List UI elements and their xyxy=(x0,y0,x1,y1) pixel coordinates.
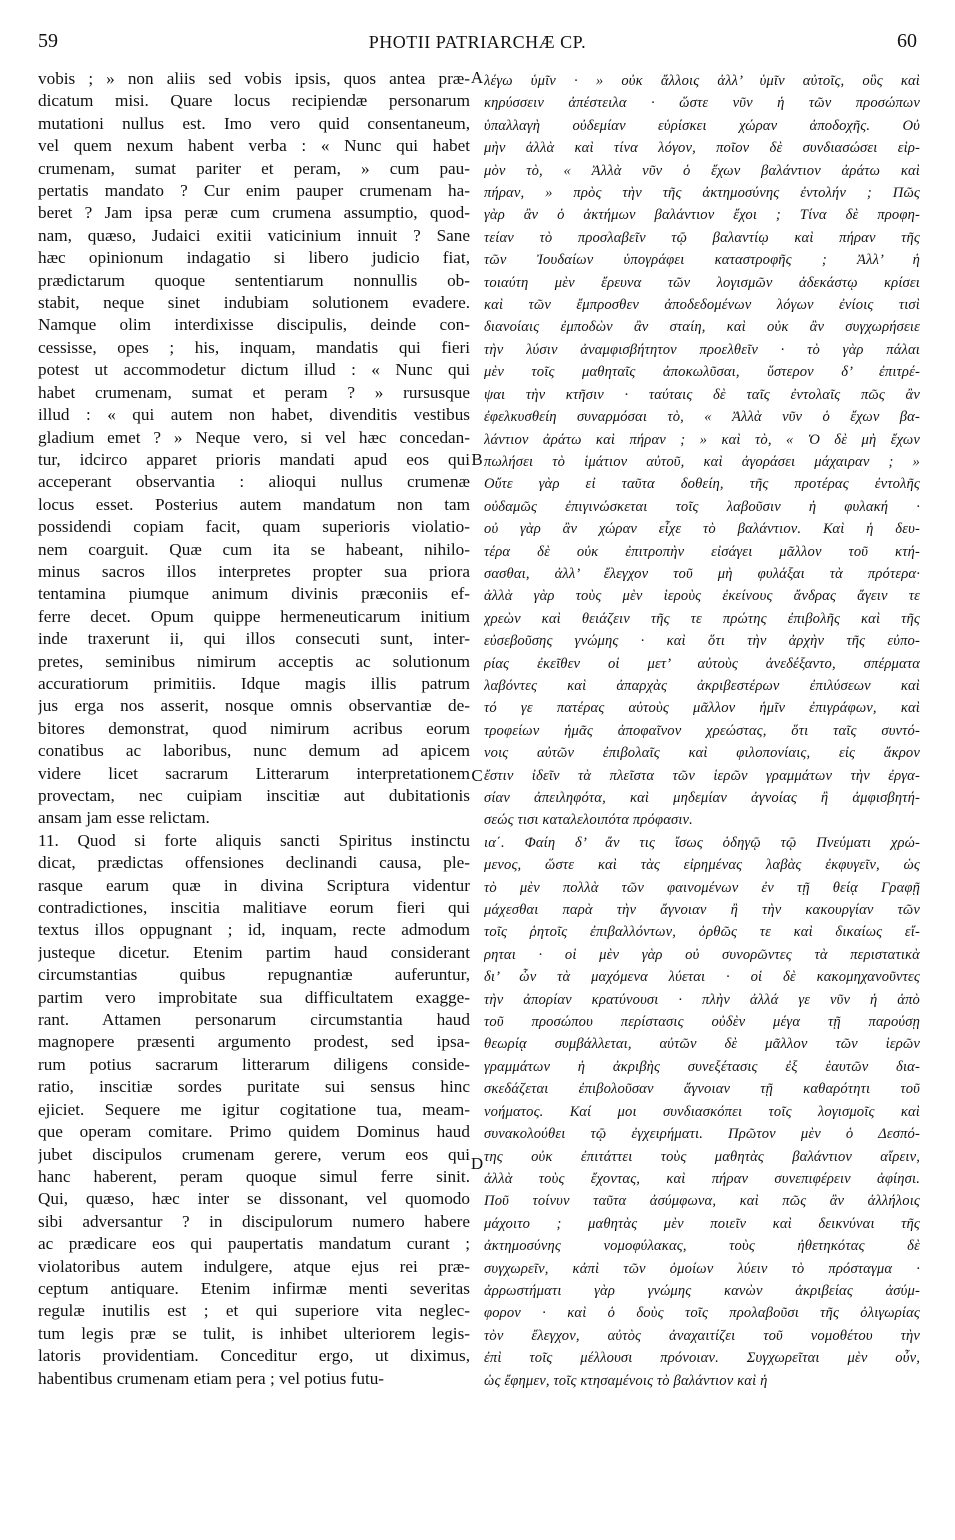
greek-text-line: σασθαι, ἀλλ’ ἔλεγχον τοῦ μὴ φυλάξαι τὰ πρότερα· xyxy=(484,565,920,582)
greek-text-line: τὸν ἔλεγχον, αὐτὸς ἀναχαιτίζει τοῦ νομοθέτου τὴν xyxy=(484,1327,920,1344)
greek-text-line: τοῖς ῥητοῖς ἐπιβαλλόντων, ὀρθῶς τε καὶ δικαίως εἴ- xyxy=(484,924,920,941)
latin-text-line: jubet discipulos crumenam gerere, verum eos qui xyxy=(38,1144,470,1164)
latin-text-line: textus illos oppugnant ; id, inquam, recte admodum xyxy=(38,920,470,940)
greek-text-line: τό γε πατέρας αὐτοὺς μᾶλλον ἡμῖν ἐπιγράφων, καὶ xyxy=(484,700,920,717)
latin-text-line: pertatis mandato ? Cur enim pauper crumenam ha- xyxy=(38,181,470,201)
greek-text-line: οὐ γὰρ ἂν χώραν εἶχε τὸ βαλάντιον. Καὶ ἡ δευ- xyxy=(484,521,920,538)
greek-text-line: τῶν Ἰουδαίων ὑπογράφει καταστροφῆς ; Ἀλλ’ ἡ xyxy=(484,252,920,269)
latin-text-line: Namque olim interdixisse discipulis, deinde con- xyxy=(38,315,470,335)
greek-text-line: σεώς τισι καταλελοιπότα πρόφασιν. xyxy=(484,812,693,829)
greek-text-line: ἔστιν ἰδεῖν τὰ πλεῖστα τῶν ἱερῶν γραμμάτων τὴν ἐργα- xyxy=(484,767,920,784)
latin-text-line: circumstantias quibus repugnantiæ auferuntur, xyxy=(38,965,470,985)
greek-text-line: ια΄. Φαίη δ’ ἄν τις ἴσως ὁδηγῷ τῷ Πνεύματι χρώ- xyxy=(484,834,920,851)
latin-text-line: tur, idcirco apparet prioris mandati apud eos qui xyxy=(38,449,470,469)
greek-text-line: Ποῦ τοίνυν ταῦτα ἀσύμφωνα, καὶ πῶς ἂν ἀλλήλοις xyxy=(484,1193,920,1210)
greek-column xyxy=(484,70,920,1392)
greek-text-line: ἐφελκυσθείη συναρμόσαι τὸ, « Ἀλλὰ νῦν ὁ ἔχων βα- xyxy=(484,409,920,426)
greek-text-line: ἀκτημοσύνης νομοφύλακας, τοὺς ἠθετηκότας δὲ xyxy=(484,1238,920,1255)
greek-text-line: τέρα δὲ οὐκ ἐπιτροπὴν εἰσάγει μᾶλλον τοῦ κτή- xyxy=(484,543,920,560)
latin-text-line: mutationi nullus est. Imo vero quid consentaneum, xyxy=(38,113,470,133)
greek-text-line: φορον · καὶ ὁ δοὺς τοῖς προλαβοῦσι τῆς ὀλιγωρίας xyxy=(484,1305,920,1322)
greek-text-line: πωλήσει τὸ ἱμάτιον αὐτοῦ, καὶ ἀγοράσει μάχαιραν ; » xyxy=(484,453,920,470)
latin-text-line: hanc haberent, peram quoque simul ferre sinit. xyxy=(38,1166,470,1186)
latin-text-line: ratio, inscitiæ sordes puritate sui sensus hinc xyxy=(38,1077,470,1097)
running-title: PHOTII PATRIARCHÆ CP. xyxy=(368,32,587,52)
greek-text-line: νοήματος. Καί μοι συνδιασκόπει τοῖς λογισμοῖς καὶ xyxy=(484,1103,920,1120)
latin-text-line: illud : « qui autem non habet, divenditis vestibus xyxy=(38,405,470,425)
greek-text-line: οὐδαμῶς ἐπιγινώσκεται τοῖς λαβοῦσιν ἡ φυλακή · xyxy=(484,498,920,515)
latin-text-line: inde traxerunt ii, qui illos consecuti sunt, inter- xyxy=(38,629,470,649)
greek-text-line: ἐπὶ τοῖς μέλλουσι πρόνοιαν. Συγχωρεῖται μὲν οὖν, xyxy=(484,1350,920,1367)
greek-text-line: συγχωρεῖν, κἀπὶ τῶν ὁμοίων λύειν τὸ πρόσταγμα · xyxy=(484,1260,920,1277)
latin-text-line: Qui, quæso, hæc inter se dissonant, vel quomodo xyxy=(38,1189,470,1209)
latin-text-line: magnopere præsenti argumento prodest, sed ipsa- xyxy=(38,1032,470,1052)
greek-text-line: τὴν ἀπορίαν κρατύνουσι · πλὴν ἀλλά γε νῦν ἡ ἀπὸ xyxy=(484,991,920,1008)
greek-text-line: καὶ τῶν ἔμπροσθεν ἀποδεδομένων λόγων ἐνίοις τισὶ xyxy=(484,297,920,314)
latin-text-line: prædictarum quoque sententiarum nonnullis ob- xyxy=(38,270,470,290)
latin-text-line: minus sacros illos interpretes propter sua priora xyxy=(38,561,470,581)
latin-text-line: beret ? Jam ipsa peræ cum crumena assumptio, quod- xyxy=(38,203,470,223)
latin-text-line: tentamina piumque animum divinis præconiis ef- xyxy=(38,584,470,604)
latin-text-line: cessisse, opes ; his, inquam, mandatis qui fieri xyxy=(38,337,470,357)
latin-text-line: stabit, neque sinet indubiam solutionem evadere. xyxy=(38,293,470,313)
latin-text-line: potest ut accommodetur dictum illud : « Nunc qui xyxy=(38,360,470,380)
latin-text-line: accuratiorum primitiis. Idque magis illis patrum xyxy=(38,673,470,693)
latin-text-line: 11. Quod si forte aliquis sancti Spiritus instinctu xyxy=(38,830,470,850)
latin-text-line: dicat, prædictas offensiones declinandi causa, ple- xyxy=(38,853,470,873)
section-marker-c: C xyxy=(471,766,483,785)
greek-text-line: μὲν τοῖς μαθηταῖς ἀποκωλῦσαι, ὕστερον δ’ ἐπιτρέ- xyxy=(484,364,920,381)
greek-text-line: μὴν ἀλλὰ καὶ τίνα λόγον, ποῖον δὲ συνδιασώσει εἱρ- xyxy=(484,140,920,157)
greek-text-line: ἀρρωστήματι γὰρ γνώμης κανὼν ἀκριβείας ἀσύμ- xyxy=(484,1282,920,1299)
latin-text-line: ejiciet. Sequere me igitur cogitatione tua, meam- xyxy=(38,1099,470,1119)
greek-text-line: ἀλλὰ γὰρ τοὺς μὲν ἱεροὺς ἐκείνους ἄνδρας ἄγειν τε xyxy=(484,588,920,605)
latin-text-line: jus erga nos asserit, nosque omnis observantiæ de- xyxy=(38,696,470,716)
greek-text-line: γραμμάτων ἡ ἀκριβὴς συνεξέτασις ἐξ ἑαυτῶν δια- xyxy=(484,1058,920,1075)
latin-text-line: sibi adversantur ? in discipulorum numero habere xyxy=(38,1211,470,1231)
greek-text-line: μὸν τὸ, « Ἀλλὰ νῦν ὁ ἔχων βαλάντιον ἀράτω καὶ xyxy=(484,162,920,179)
greek-text-line: τὸ μὲν πολλὰ τῶν φαινομένων ἐν τῇ θείᾳ Γραφῇ xyxy=(484,879,920,896)
greek-text-line: ρηται · οἱ μὲν γὰρ οὐ συνορῶντες τὰ περιστατικὰ xyxy=(484,946,920,963)
greek-text-line: ψαι τὴν κτῆσιν · ταύταις δὲ ταῖς ἐντολαῖς πῶς ἂν xyxy=(484,386,920,403)
greek-text-line: Οὔτε γὰρ εἰ ταῦτα δοθείη, τῆς προτέρας ἐντολῆς xyxy=(484,476,920,493)
latin-text-line: ac prædicare eos qui paupertatis mandatum curant ; xyxy=(38,1234,470,1254)
greek-text-line: εὐσεβοῦσης γνώμης · καὶ ὅτι τὴν ἀρχὴν τῆς εὐπο- xyxy=(484,633,920,650)
greek-text-line: σκεδάζεται ἐπιβολοῦσαν ἄγνοιαν τῇ καθαρότητι τοῦ xyxy=(484,1081,920,1098)
greek-text-line: συνακολούθει τῷ ἐγχειρήματι. Πρῶτον μὲν ὁ Δεσπό- xyxy=(484,1126,920,1143)
latin-text-line: regulæ inutilis est ; et qui superiore vita neglec- xyxy=(38,1301,470,1321)
latin-text-line: habentibus crumenam etiam pera ; vel potius futu- xyxy=(38,1368,385,1388)
latin-text-line: justeque dicetur. Etenim partim haud considerant xyxy=(38,942,470,962)
greek-text-line: ἀλλὰ τοὺς ἔχοντας, καὶ πήραν συνεπιφέρειν ἀφίησι. xyxy=(484,1170,920,1187)
greek-text-line: της οὐκ ἐπιτάττει τοὺς μαθητὰς βαλάντιον αἴρειν, xyxy=(484,1148,920,1165)
latin-text-line: ansam jam esse relictam. xyxy=(38,808,210,828)
latin-text-line: locus esset. Posterius autem mandatum non tam xyxy=(38,494,470,514)
latin-text-line: gladium emet ? » Neque vero, si vel hæc concedan- xyxy=(38,427,470,447)
section-marker-a: A xyxy=(470,68,484,87)
latin-text-line: provectam, nec cuipiam inscitiæ aut dubitationis xyxy=(38,786,470,805)
greek-text-line: μάχεσθαι παρὰ τὴν ἄγνοιαν ἢ τὴν κακουργίαν τῶν xyxy=(484,902,920,919)
greek-text-line: θεωρίᾳ συμβάλλεται, αὐτῶν δὲ μᾶλλον τῶν ἱερῶν xyxy=(484,1036,920,1053)
greek-text-line: τείαν τὸ προσλαβεῖν τῷ βαλαντίῳ καὶ πήραν τῆς xyxy=(484,229,920,246)
greek-text-line: νοις αὐτῶν ἐπιβολαῖς καὶ φιλοπονίαις, εἰς ἄκρον xyxy=(484,745,920,762)
greek-text-line: τροφείων ἡμᾶς ἀποφαῖνον χρεώστας, ὅτι ταῖς συντό- xyxy=(484,722,920,739)
latin-text-line: hæc opinionum indagatio si libero judicio fiat, xyxy=(38,248,470,268)
latin-text-line: dicatum misi. Quare locus recipiendæ personarum xyxy=(38,91,470,111)
greek-text-line: ὡς ἔφημεν, τοῖς κτησαμένοις τὸ βαλάντιον καὶ ἡ xyxy=(484,1372,768,1389)
greek-text-line: διανοίαις ἐμποδὼν ἂν σταίη, καὶ οὐκ ἂν συγχωρήσειε xyxy=(484,319,920,336)
page-header xyxy=(38,30,917,60)
latin-text-line: rasque earum quæ in divina Scriptura videntur xyxy=(38,875,470,895)
greek-text-line: τοῦ προσώπου περίστασις οὐδὲν μέγα τῇ παρούσῃ xyxy=(484,1014,920,1031)
latin-text-line: ferre decet. Opum quippe hermeneuticarum initium xyxy=(38,606,470,626)
greek-text-line: μενος, ὥστε καὶ τὰς εἰρημένας λαβὰς ἐκφυγεῖν, ὡς xyxy=(484,857,920,874)
greek-text-line: λαβόντες καὶ ἀπαρχὰς ἀκριβεστέρων ἐπιλύσεων καὶ xyxy=(484,677,920,694)
page-number-left: 59 xyxy=(38,30,58,52)
section-marker-d: D xyxy=(470,1154,484,1173)
greek-text-line: πήραν, » πρὸς τὴν τῆς ἀκτημοσύνης ἐντολήν ; Πῶς xyxy=(484,185,920,202)
greek-text-line: λέγω ὑμῖν · » οὐκ ἄλλοις ἀλλ’ ὑμῖν αὐτοῖς, οὓς καὶ xyxy=(484,73,920,89)
greek-text-line: ὑπαλλαγὴ οὐδεμίαν εὑρίσκει χώραν ἀποδοχῆς. Οὐ xyxy=(484,117,920,134)
latin-text-line: nam, quæso, Judaici exitii vaticinium innuit ? Sane xyxy=(38,225,470,245)
greek-text-line: τοιαύτη μὲν ἔρευνα τῶν λογισμῶν ἀδεκάστῳ κρίσει xyxy=(484,274,920,291)
greek-text-line: ρίας ἐκεῖθεν οἱ μετ’ αὐτοὺς ἀνεδέξαντο, σπέρματα xyxy=(484,655,920,672)
latin-text-line: acceperant observantia : alioqui nullus crumenæ xyxy=(38,472,470,492)
latin-text-line: latoris providentiam. Conceditur ergo, ut diximus, xyxy=(38,1346,470,1366)
latin-text-line: videre licet sacrarum Litterarum interpretationem xyxy=(38,763,470,783)
greek-text-line: δι’ ὧν τὰ μαχόμενα λύεται · οἱ δὲ κακομηχανοῦντες xyxy=(484,969,920,986)
latin-text-line: contradictiones, inscitia malitiave eorum fieri qui xyxy=(38,898,470,918)
latin-text-line: possidendi copiam facit, quam superioris violatio- xyxy=(38,517,470,537)
greek-text-line: μάχοιτο ; μαθητὰς μὲν ποιεῖν καὶ δεικνύναι τῆς xyxy=(484,1215,920,1232)
latin-text-line: que operam comitare. Primo quidem Dominus haud xyxy=(38,1122,470,1142)
latin-text-line: vel quem nexum habent verba : « Nunc qui habet xyxy=(38,136,470,156)
latin-text-line: pretes, seminibus nimirum acceptis ac solutionum xyxy=(38,651,470,671)
latin-column xyxy=(38,68,470,1390)
section-marker-b: B xyxy=(471,450,483,469)
latin-text-line: rant. Attamen personarum circumstantia haud xyxy=(38,1010,470,1030)
latin-text-line: partim vero improbitate sua difficultatem exagge- xyxy=(38,987,470,1007)
greek-text-line: χρεὼν καὶ θειάζειν τῆς τε πρώτης ἐπιβολῆς καὶ τῆς xyxy=(484,610,920,627)
page-number-right: 60 xyxy=(897,30,917,52)
latin-text-line: bitores demonstrat, quod nimirum acribus eorum xyxy=(38,718,470,738)
latin-text-line: rum potius sacrarum litterarum diligens conside- xyxy=(38,1054,470,1074)
greek-text-line: τὴν λύσιν ἀναμφισβήτητον προελθεῖν · τὸ γὰρ πάλαι xyxy=(484,341,920,358)
latin-text-line: conatibus ac laboribus, nunc demum ad apicem xyxy=(38,741,470,761)
latin-text-line: vobis ; » non aliis sed vobis ipsis, quos antea præ- xyxy=(38,69,470,88)
greek-text-line: κηρύσσειν ἀπέστειλα · ὥστε νῦν ἡ τῶν προσώπων xyxy=(484,95,920,112)
latin-text-line: nem coarguit. Quæ cum ita se habeant, nihilo- xyxy=(38,539,470,559)
greek-text-line: λάντιον ἀράτω καὶ πήραν ; » καὶ τὸ, « Ὁ δὲ μὴ ἔχων xyxy=(484,431,920,448)
greek-text-line: σίαν ἀπειληφότα, καὶ μηδεμίαν ἀγνοίας ἢ ἀμφισβητή- xyxy=(484,790,920,806)
greek-text-line: γὰρ ἂν ὁ ἀκτήμων βαλάντιον ἔχοι ; Τίνα δὲ προφη- xyxy=(484,207,920,224)
latin-text-line: crumenam, sumat pariter et peram, » cum pau- xyxy=(38,158,470,178)
latin-text-line: tum legis præ se tulit, is inhibet ulteriorem legis- xyxy=(38,1323,470,1343)
latin-text-line: habet crumenam, sumat et peram ? » rursusque xyxy=(38,382,470,402)
latin-text-line: violatoribus autem indulgere, atque ejus rei præ- xyxy=(38,1256,470,1276)
latin-text-line: ceptum antiquare. Etenim infirmæ menti severitas xyxy=(38,1278,470,1298)
